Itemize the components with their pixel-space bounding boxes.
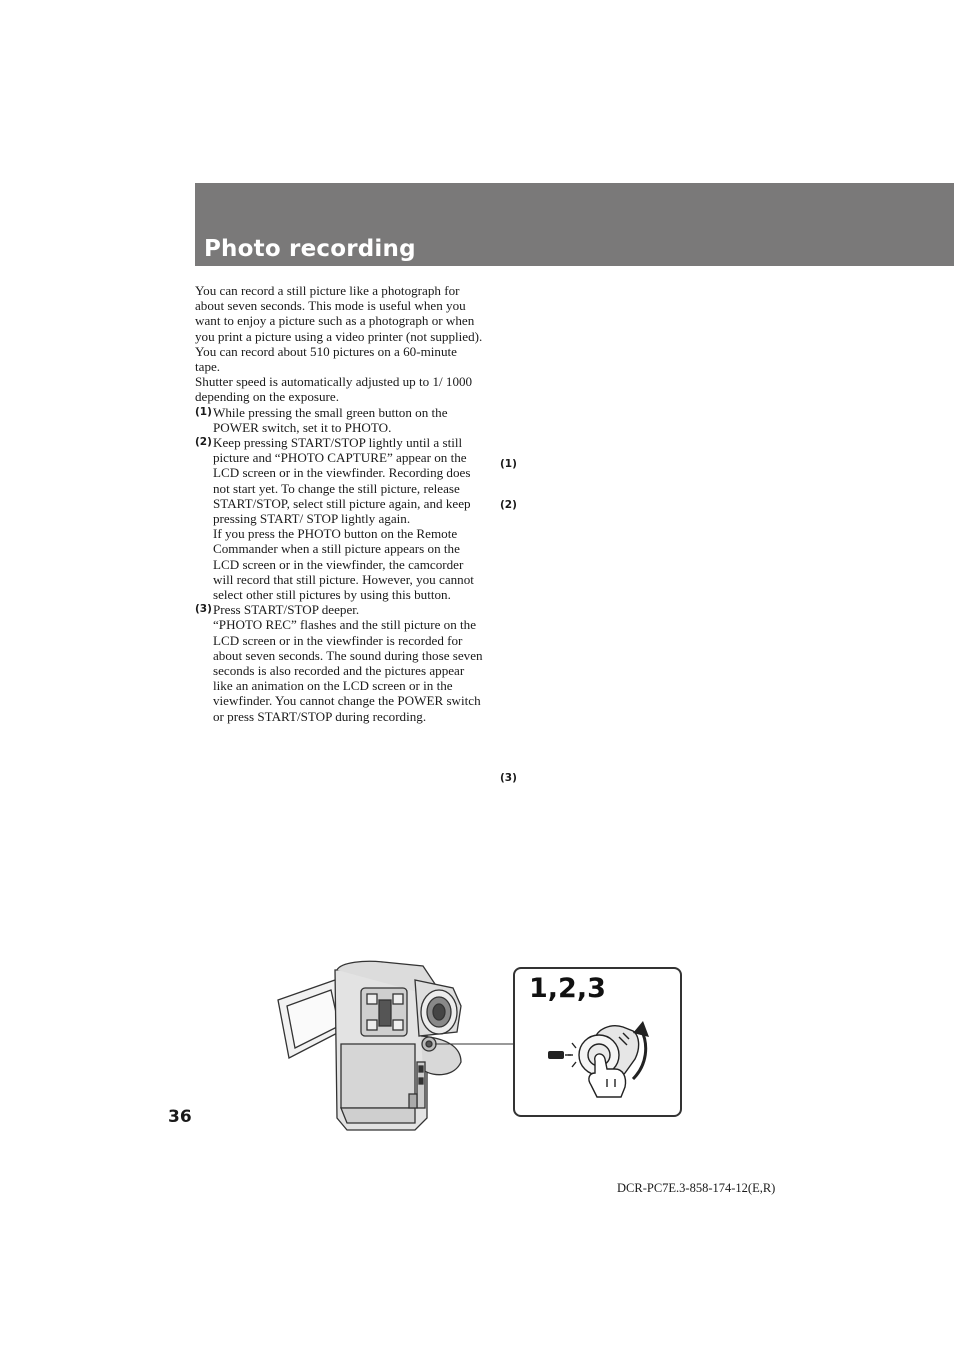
callout-label: 1,2,3 xyxy=(529,973,606,1004)
title-band xyxy=(195,183,954,266)
step-paragraph: If you press the PHOTO button on the Remote Commander when a still picture appears on the LCD screen or in the viewfinder, the camcorder will record that still picture. However, you cannot select other still pictures by using this button. xyxy=(213,526,474,603)
green-button-icon xyxy=(548,1051,564,1059)
right-step-marker-2: (2) xyxy=(500,499,517,511)
step-paragraph: Press START/STOP deeper. xyxy=(213,602,360,618)
intro-paragraph: Shutter speed is automatically adjusted up to 1/ 1000 depending on the exposure. xyxy=(195,374,473,405)
step-number: (2) xyxy=(195,436,212,449)
step-paragraph: Keep pressing START/STOP lightly until a still picture and “PHOTO CAPTURE” appear on the LCD screen or in the viewfinder. Recording does not start yet. To change the still picture, release START/STOP, select still picture again, and keep pressing START/ STOP lightly again. xyxy=(213,435,471,527)
step-1 xyxy=(195,405,485,435)
step-paragraph: While pressing the small green button on the POWER switch, set it to PHOTO. xyxy=(213,404,448,435)
step-number: (1) xyxy=(195,405,212,418)
callout-box xyxy=(513,967,682,1117)
power-switch-illustration xyxy=(515,969,679,1114)
right-step-marker-3: (3) xyxy=(500,772,517,784)
camcorder-illustration xyxy=(275,958,520,1133)
step-3 xyxy=(195,602,485,724)
step-paragraph: “PHOTO REC” flashes and the still picture on the LCD screen or in the viewfinder is recorded for about seven seconds. The sound during those seven seconds is also recorded and the pictures appear like an animation on the LCD screen or in the viewfinder. You cannot change the POWER switch or press START/STOP during recording. xyxy=(213,617,483,724)
step-2 xyxy=(195,435,485,602)
step-number: (3) xyxy=(195,603,212,616)
body-text xyxy=(195,283,485,724)
page-number: 36 xyxy=(168,1107,192,1127)
document-code: DCR-PC7E.3-858-174-12(E,R) xyxy=(617,1181,776,1195)
intro-paragraph: You can record a still picture like a photograph for about seven seconds. This mode is useful when you want to enjoy a picture such as a photograph or when you print a picture using a video printer (not supplied). You can record about 510 pictures on a 60-minute tape. xyxy=(195,283,483,375)
right-step-marker-1: (1) xyxy=(500,458,517,470)
page-title: Photo recording xyxy=(204,236,416,262)
